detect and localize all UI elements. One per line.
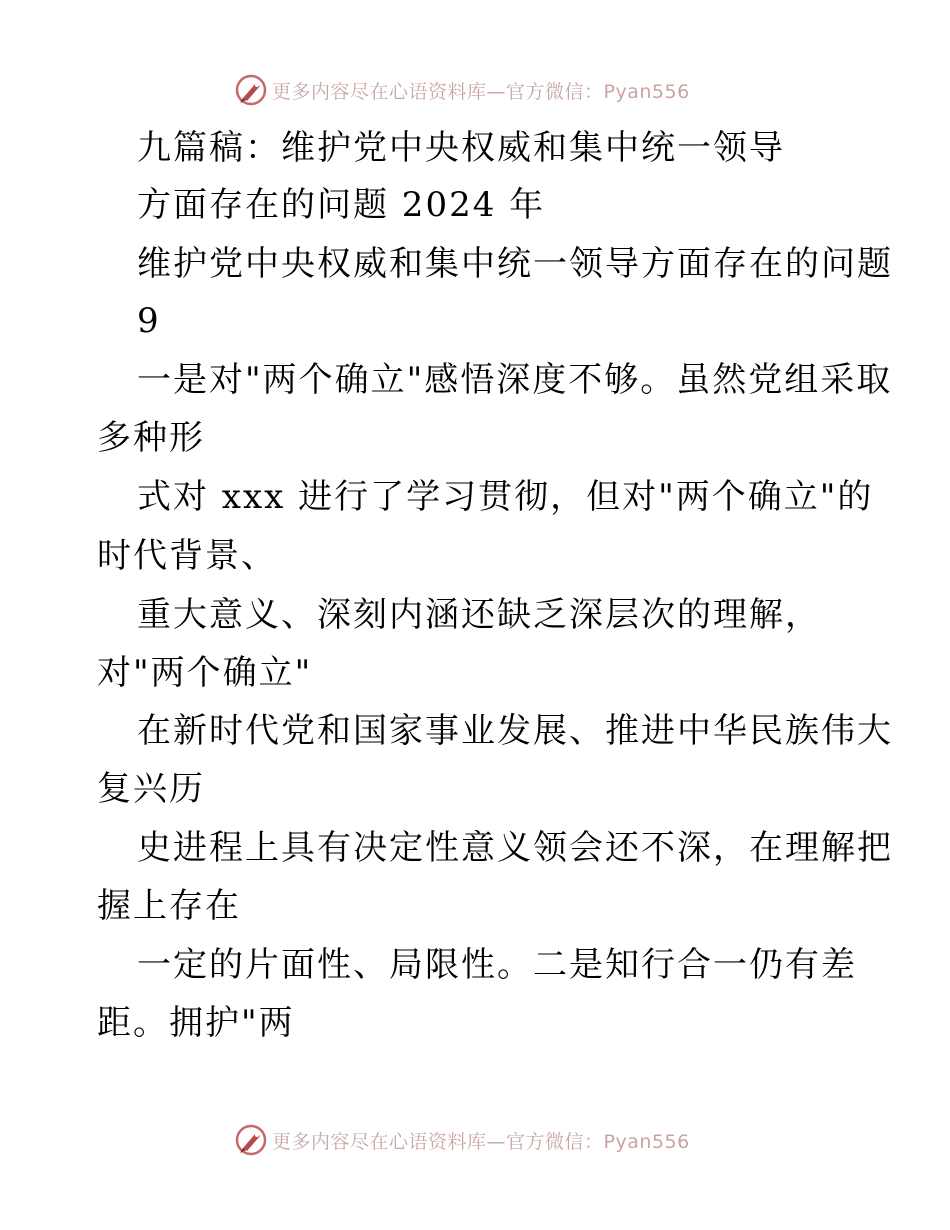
watermark-banner-top [234,72,690,108]
document-subtitle-line: 维护党中央权威和集中统一领导方面存在的问题 [137,244,893,284]
paragraph-line: 史进程上具有决定性意义领会还不深，在理解把 [137,828,893,868]
paragraph-line: 对"两个确立" [97,653,313,693]
watermark-text: 更多内容尽在心语资料库—官方微信：Pyan556 [272,80,690,103]
paragraph-line: 握上存在 [97,886,241,926]
paragraph-line: 一定的片面性、局限性。二是知行合一仍有差 [137,945,857,985]
watermark-text: 更多内容尽在心语资料库—官方微信：Pyan556 [272,1130,690,1153]
paragraph-line: 时代背景、 [97,536,277,576]
paragraph-line: 重大意义、深刻内涵还缺乏深层次的理解， [137,595,821,635]
paragraph-line: 式对 xxx 进行了学习贯彻，但对"两个确立"的 [137,477,874,517]
document-title-line-2: 方面存在的问题 2024 年 [137,185,546,225]
watermark-banner-bottom [234,1122,690,1158]
document-subtitle-number: 9 [137,301,161,341]
fountain-pen-logo-icon [234,1123,268,1157]
paragraph-line: 复兴历 [97,769,205,809]
paragraph-line: 在新时代党和国家事业发展、推进中华民族伟大 [137,711,893,751]
paragraph-line: 多种形 [97,418,205,458]
paragraph-line: 距。拥护"两 [97,1003,295,1043]
paragraph-line: 一是对"两个确立"感悟深度不够。虽然党组采取 [137,360,893,400]
fountain-pen-logo-icon [234,73,268,107]
document-title-line-1: 九篇稿：维护党中央权威和集中统一领导 [137,128,785,168]
